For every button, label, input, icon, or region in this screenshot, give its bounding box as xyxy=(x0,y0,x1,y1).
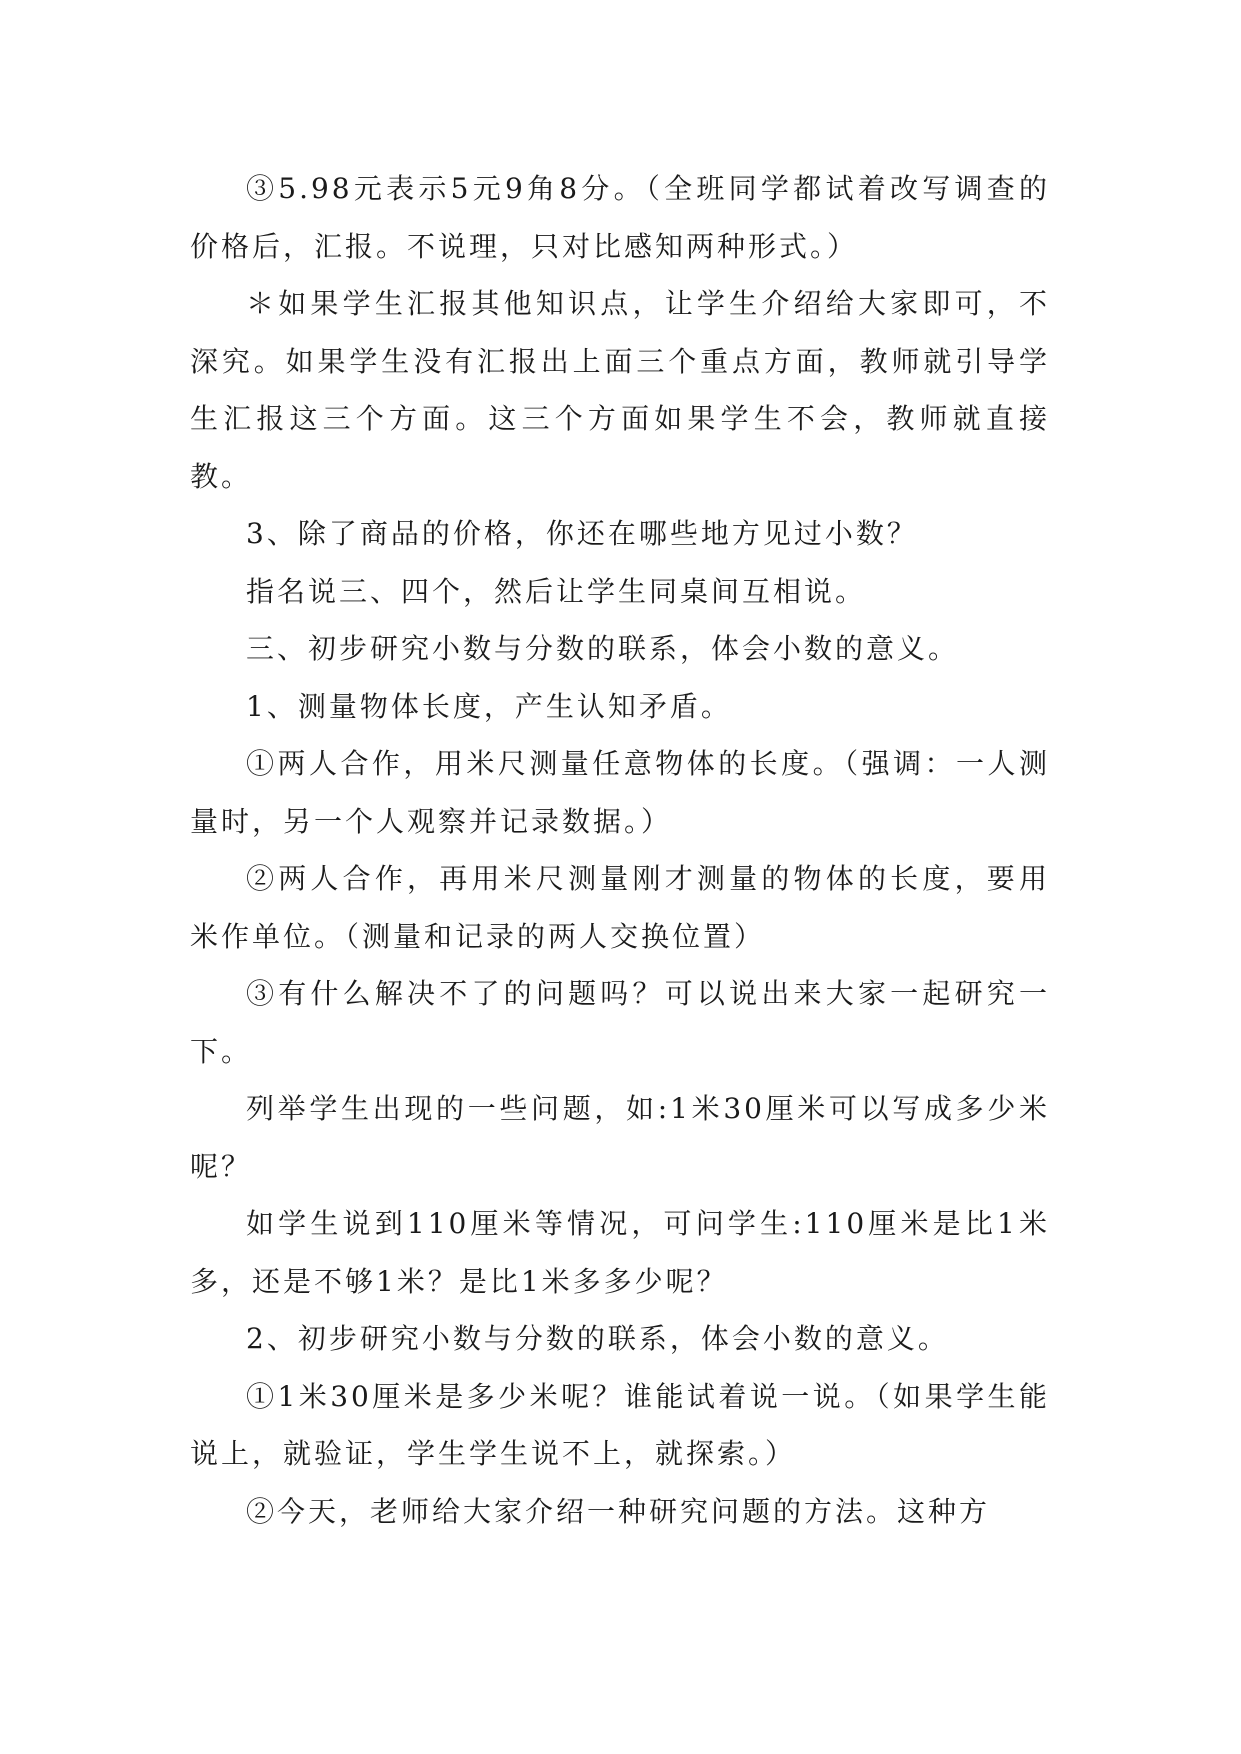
paragraph-explore-2: ②今天，老师给大家介绍一种研究问题的方法。这种方 xyxy=(246,1494,991,1528)
paragraph-step-2: 2、初步研究小数与分数的联系，体会小数的意义。 xyxy=(246,1322,949,1355)
paragraph-teacher-note: ＊如果学生汇报其他知识点，让学生介绍给大家即可，不深究。如果学生没有汇报出上面三个重点方面，教师就引导学生汇报这三个方面。这三个方面如果学生不会，教师就直接教。 xyxy=(190,287,1050,493)
paragraph-explore-1: ①1米30厘米是多少米呢？谁能试着说一说。（如果学生能说上，就验证，学生学生说不上，就探索。） xyxy=(190,1379,1050,1470)
section-heading-three: 三、初步研究小数与分数的联系，体会小数的意义。 xyxy=(246,632,960,665)
paragraph-110cm: 如学生说到110厘米等情况，可问学生:110厘米是比1米多，还是不够1米？是比1米多多少呢？ xyxy=(190,1207,1050,1298)
paragraph-step-1: 1、测量物体长度，产生认知矛盾。 xyxy=(246,689,732,723)
paragraph-examples: 列举学生出现的一些问题，如:1米30厘米可以写成多少米呢？ xyxy=(190,1092,1050,1183)
document-body xyxy=(190,160,1050,1540)
paragraph-measure-2: ②两人合作，再用米尺测量刚才测量的物体的长度，要用米作单位。（测量和记录的两人交换位置） xyxy=(190,862,1050,953)
paragraph-measure-3: ③有什么解决不了的问题吗？可以说出来大家一起研究一下。 xyxy=(190,977,1050,1068)
paragraph-pair-share: 指名说三、四个，然后让学生同桌间互相说。 xyxy=(246,574,867,608)
paragraph-question-3: 3、除了商品的价格，你还在哪些地方见过小数？ xyxy=(246,517,918,550)
paragraph-measure-1: ①两人合作，用米尺测量任意物体的长度。（强调：一人测量时，另一个人观察并记录数据。） xyxy=(190,747,1050,838)
paragraph-price-reading: ③5.98元表示5元9角8分。（全班同学都试着改写调查的价格后，汇报。不说理，只对比感知两种形式。） xyxy=(190,172,1050,263)
